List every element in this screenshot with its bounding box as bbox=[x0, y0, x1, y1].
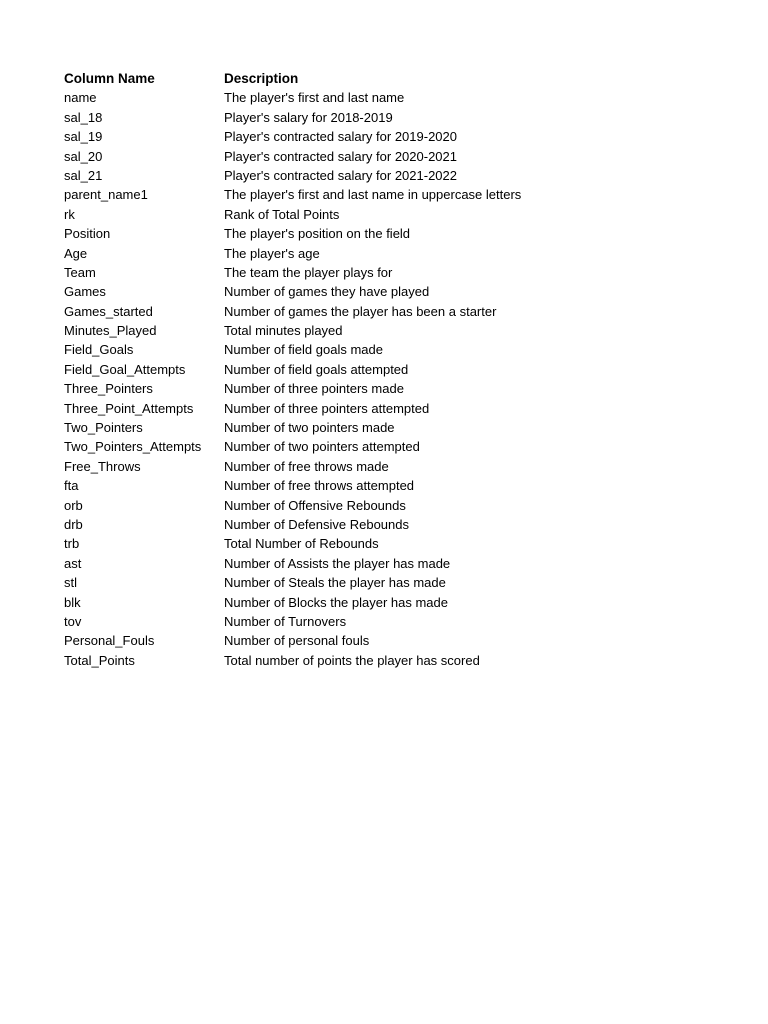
description-cell: Total Number of Rebounds bbox=[224, 536, 379, 552]
table-row bbox=[64, 302, 744, 321]
data-dictionary-table bbox=[64, 69, 744, 670]
description-cell: Number of free throws made bbox=[224, 458, 389, 474]
column-name-cell: Two_Pointers_Attempts bbox=[64, 439, 202, 455]
column-name-cell: Field_Goal_Attempts bbox=[64, 361, 186, 377]
table-row bbox=[64, 379, 744, 398]
table-row bbox=[64, 554, 744, 573]
description-cell: Number of personal fouls bbox=[224, 633, 370, 649]
description-cell: Number of two pointers made bbox=[224, 420, 395, 436]
table-row bbox=[64, 631, 744, 650]
description-cell: Number of three pointers made bbox=[224, 381, 404, 397]
table-row bbox=[64, 534, 744, 553]
column-name-cell: Games bbox=[64, 284, 106, 300]
column-name-cell: name bbox=[64, 90, 97, 106]
description-cell: Number of Offensive Rebounds bbox=[224, 497, 406, 513]
column-name-cell: Two_Pointers bbox=[64, 420, 143, 436]
description-cell: Number of games they have played bbox=[224, 284, 430, 300]
description-cell: The player's first and last name in uppercase letters bbox=[224, 187, 522, 203]
column-name-cell: sal_20 bbox=[64, 148, 103, 164]
description-cell: Number of two pointers attempted bbox=[224, 439, 420, 455]
description-header: Description bbox=[224, 71, 299, 86]
column-name-cell: Free_Throws bbox=[64, 458, 141, 474]
column-name-cell: parent_name1 bbox=[64, 187, 148, 203]
table-row bbox=[64, 573, 744, 592]
table-row bbox=[64, 476, 744, 495]
table-body bbox=[64, 88, 744, 670]
column-name-cell: Age bbox=[64, 245, 88, 261]
table-row bbox=[64, 593, 744, 612]
column-name-cell: Personal_Fouls bbox=[64, 633, 155, 649]
table-row bbox=[64, 321, 744, 340]
column-name-cell: Team bbox=[64, 264, 96, 280]
column-name-cell: drb bbox=[64, 516, 83, 532]
column-name-cell: Three_Pointers bbox=[64, 381, 153, 397]
description-cell: Number of free throws attempted bbox=[224, 478, 415, 494]
description-cell: Number of field goals made bbox=[224, 342, 383, 358]
column-name-cell: Position bbox=[64, 226, 111, 242]
table-row bbox=[64, 244, 744, 263]
column-name-cell: Minutes_Played bbox=[64, 323, 157, 339]
description-cell: Number of Defensive Rebounds bbox=[224, 516, 409, 532]
column-name-cell: blk bbox=[64, 594, 81, 610]
description-cell: Number of Assists the player has made bbox=[224, 555, 451, 571]
table-row bbox=[64, 282, 744, 301]
table-row bbox=[64, 399, 744, 418]
column-name-cell: stl bbox=[64, 575, 77, 591]
table-row bbox=[64, 147, 744, 166]
description-cell: Number of three pointers attempted bbox=[224, 400, 430, 416]
description-cell: Number of Steals the player has made bbox=[224, 575, 446, 591]
table-row bbox=[64, 263, 744, 282]
table-row bbox=[64, 418, 744, 437]
description-cell: Rank of Total Points bbox=[224, 206, 340, 222]
table-row bbox=[64, 437, 744, 456]
table-row bbox=[64, 612, 744, 631]
description-cell: Player's salary for 2018-2019 bbox=[224, 109, 393, 125]
column-name-cell: Field_Goals bbox=[64, 342, 134, 358]
table-row bbox=[64, 88, 744, 107]
table-header-row bbox=[64, 69, 744, 88]
description-cell: The player's position on the field bbox=[224, 226, 411, 242]
description-cell: Total number of points the player has scored bbox=[224, 652, 480, 668]
description-cell: Number of Blocks the player has made bbox=[224, 594, 448, 610]
description-cell: The player's age bbox=[224, 245, 320, 261]
table-row bbox=[64, 515, 744, 534]
column-name-cell: rk bbox=[64, 206, 75, 222]
column-name-cell: tov bbox=[64, 613, 82, 629]
table-row bbox=[64, 185, 744, 204]
description-cell: The team the player plays for bbox=[224, 264, 393, 280]
table-row bbox=[64, 457, 744, 476]
column-name-cell: fta bbox=[64, 478, 79, 494]
description-cell: Player's contracted salary for 2020-2021 bbox=[224, 148, 457, 164]
column-name-cell: orb bbox=[64, 497, 83, 513]
table-row bbox=[64, 205, 744, 224]
table-row bbox=[64, 340, 744, 359]
table-row bbox=[64, 360, 744, 379]
column-name-header: Column Name bbox=[64, 71, 155, 86]
column-name-cell: sal_18 bbox=[64, 109, 103, 125]
table-row bbox=[64, 224, 744, 243]
description-cell: The player's first and last name bbox=[224, 90, 405, 106]
description-cell: Number of field goals attempted bbox=[224, 361, 409, 377]
table-row bbox=[64, 166, 744, 185]
column-name-cell: trb bbox=[64, 536, 80, 552]
table-row bbox=[64, 108, 744, 127]
table-row bbox=[64, 496, 744, 515]
column-name-cell: Total_Points bbox=[64, 652, 135, 668]
column-name-cell: Games_started bbox=[64, 303, 153, 319]
description-cell: Number of games the player has been a starter bbox=[224, 303, 497, 319]
column-name-cell: Three_Point_Attempts bbox=[64, 400, 194, 416]
description-cell: Player's contracted salary for 2019-2020 bbox=[224, 129, 457, 145]
description-cell: Total minutes played bbox=[224, 323, 343, 339]
description-cell: Player's contracted salary for 2021-2022 bbox=[224, 167, 457, 183]
description-cell: Number of Turnovers bbox=[224, 613, 347, 629]
column-name-cell: ast bbox=[64, 555, 82, 571]
table-row bbox=[64, 651, 744, 670]
table-row bbox=[64, 127, 744, 146]
column-name-cell: sal_21 bbox=[64, 167, 103, 183]
column-name-cell: sal_19 bbox=[64, 129, 103, 145]
